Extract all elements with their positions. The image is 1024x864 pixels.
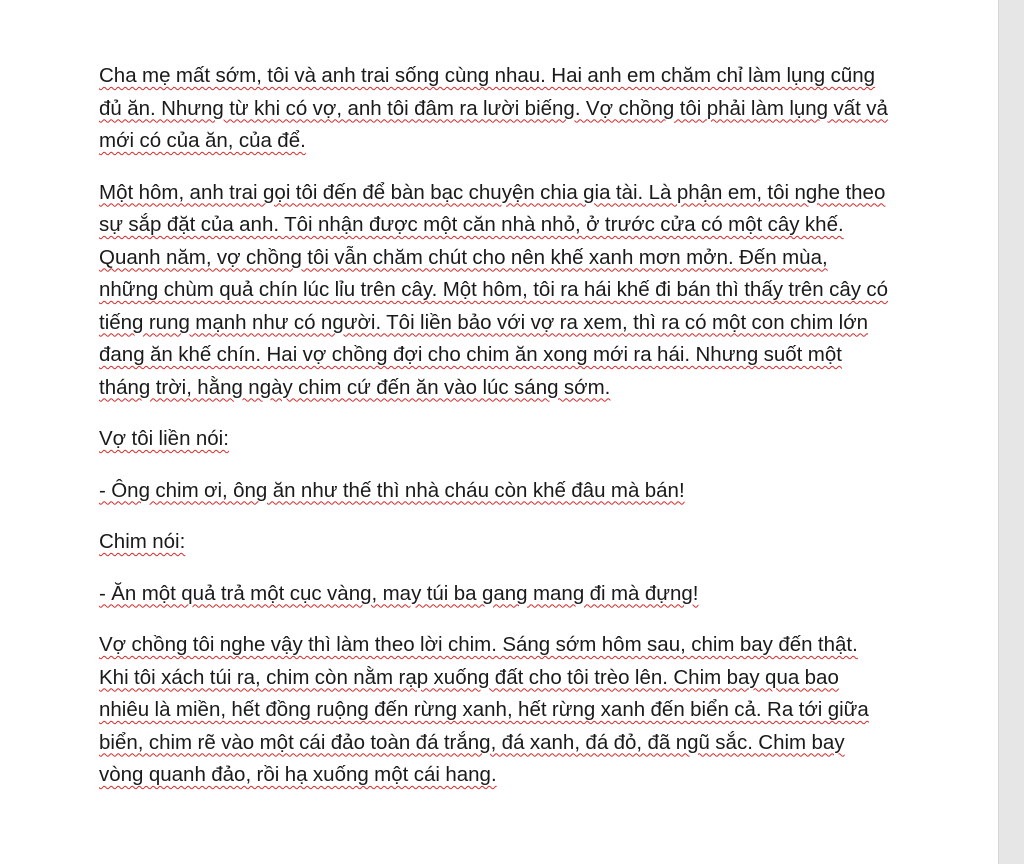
paragraph-6[interactable]: - Ăn một quả trả một cục vàng, may túi ba gang mang đi mà đựng! xyxy=(99,581,699,605)
paragraph-4[interactable]: - Ông chim ơi, ông ăn như thế thì nhà cháu còn khế đâu mà bán! xyxy=(99,478,685,502)
paragraph-3[interactable]: Vợ tôi liền nói: xyxy=(99,427,229,450)
vertical-scrollbar[interactable] xyxy=(998,0,1024,864)
paragraph-7[interactable]: Vợ chồng tôi nghe vậy thì làm theo lời chim. Sáng sớm hôm sau, chim bay đến thật. Khi tôi xách túi ra, chim còn nằm rạp xuống đất cho tôi trèo lên. Chim bay qua bao nhiêu là miền, hết đồng ruộng đến rừng xanh, hết rừng xanh đến biển cả. Ra tới giữa biển, chim rẽ vào một cái đảo toàn đá trắng, đá xanh, đá đỏ, đã ngũ sắc. Chim bay vòng quanh đảo, rồi hạ xuống một cái hang. xyxy=(99,633,869,786)
document-body[interactable] xyxy=(99,60,889,811)
paragraph-5[interactable]: Chim nói: xyxy=(99,530,186,553)
paragraph-1[interactable]: Cha mẹ mất sớm, tôi và anh trai sống cùng nhau. Hai anh em chăm chỉ làm lụng cũng đủ ăn. Nhưng từ khi có vợ, anh tôi đâm ra lười biếng. Vợ chồng tôi phải làm lụng vất vả mới có của ăn, của để. xyxy=(99,64,888,152)
paragraph-2[interactable]: Một hôm, anh trai gọi tôi đến để bàn bạc chuyện chia gia tài. Là phận em, tôi nghe theo sự sắp đặt của anh. Tôi nhận được một căn nhà nhỏ, ở trước cửa có một cây khế. Quanh năm, vợ chồng tôi vẫn chăm chút cho nên khế xanh mơn mởn. Đến mùa, những chùm quả chín lúc lỉu trên cây. Một hôm, tôi ra hái khế đi bán thì thấy trên cây có tiếng rung mạnh như có người. Tôi liền bảo với vợ ra xem, thì ra có một con chim lớn đang ăn khế chín. Hai vợ chồng đợi cho chim ăn xong mới ra hái. Nhưng suốt một tháng trời, hằng ngày chim cứ đến ăn vào lúc sáng sớm. xyxy=(99,180,889,399)
